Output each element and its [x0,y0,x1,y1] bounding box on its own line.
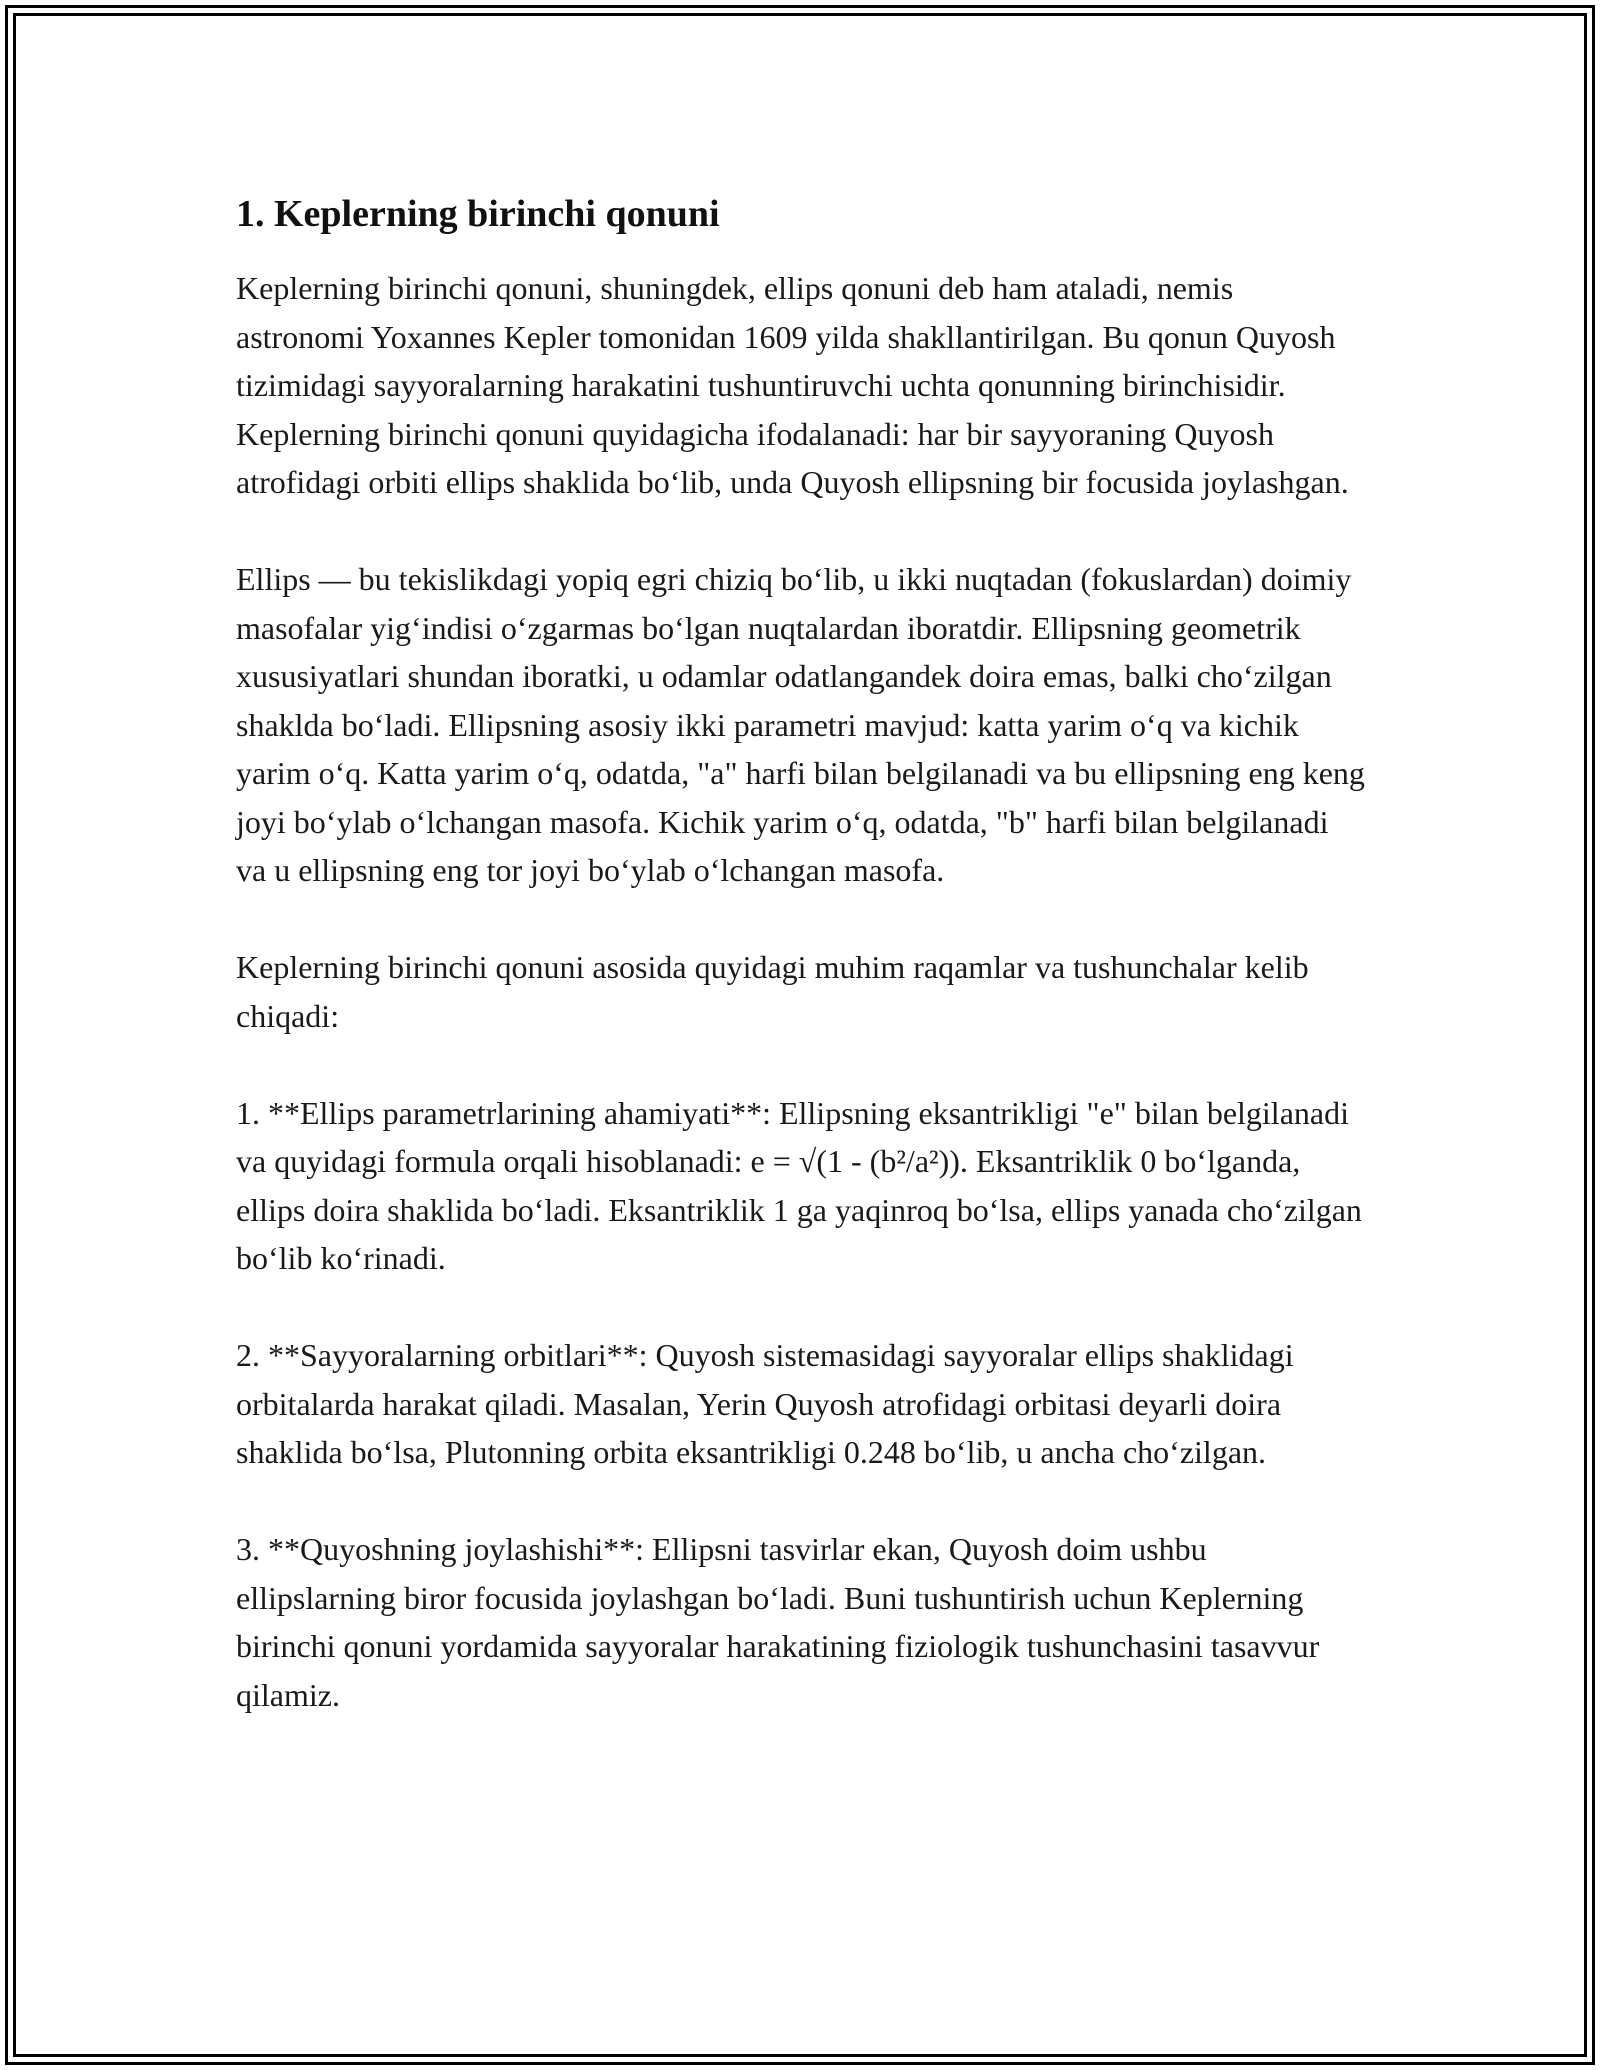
paragraph-intro: Keplerning birinchi qonuni, shuningdek, ellips qonuni deb ham ataladi, nemis astronomi Yoxannes Kepler tomonidan 1609 yilda shakllantirilgan. Bu qonun Quyosh tizimidagi sayyoralarning harakatini tushuntiruvchi uchta qonunning birinchisidir. Keplerning birinchi qonuni quyidagicha ifodalanadi: har bir sayyoraning Quyosh atrofidagi orbiti ellips shaklida bo‘lib, unda Quyosh ellipsning bir focusida joylashgan. [236,270,1349,500]
section-heading: 1. Keplerning birinchi qonuni [236,193,720,235]
list-item-planet-orbits: 2. **Sayyoralarning orbitlari**: Quyosh sistemasidagi sayyoralar ellips shaklidagi orbitalarda harakat qiladi. Masalan, Yerin Quyosh atrofidagi orbitasi deyarli doira shaklida bo‘lsa, Plutonning orbita eksantrikligi 0.248 bo‘lib, u ancha cho‘zilgan. [236,1337,1294,1470]
list-item-ellipse-parameters: 1. **Ellips parametrlarining ahamiyati**: Ellipsning eksantrikligi "e" bilan belgilanadi va quyidagi formula orqali hisoblanadi: e = √(1 - (b²/a²)). Eksantriklik 0 bo‘lganda, ellips doira shaklida bo‘ladi. Eksantriklik 1 ga yaqinroq bo‘lsa, ellips yanada cho‘zilgan bo‘lib ko‘rinadi. [236,1094,1362,1276]
document-body [236,186,1366,1768]
paragraph-consequences-intro: Keplerning birinchi qonuni asosida quyidagi muhim raqamlar va tushunchalar kelib chiqadi: [236,949,1309,1034]
paragraph-ellipse-definition: Ellips — bu tekislikdagi yopiq egri chiziq bo‘lib, u ikki nuqtadan (fokuslardan) doimiy masofalar yig‘indisi o‘zgarmas bo‘lgan nuqtalardan iboratdir. Ellipsning geometrik xususiyatlari shundan iboratki, u odamlar odatlangandek doira emas, balki cho‘zilgan shaklda bo‘ladi. Ellipsning asosiy ikki parametri mavjud: katta yarim o‘q va kichik yarim o‘q. Katta yarim o‘q, odatda, "a" harfi bilan belgilanadi va bu ellipsning eng keng joyi bo‘ylab o‘lchangan masofa. Kichik yarim o‘q, odatda, "b" harfi bilan belgilanadi va u ellipsning eng tor joyi bo‘ylab o‘lchangan masofa. [236,561,1365,888]
list-item-sun-position: 3. **Quyoshning joylashishi**: Ellipsni tasvirlar ekan, Quyosh doim ushbu ellipslarning biror focusida joylashgan bo‘ladi. Buni tushuntirish uchun Keplerning birinchi qonuni yordamida sayyoralar harakatining fiziologik tushunchasini tasavvur qilamiz. [236,1531,1320,1713]
